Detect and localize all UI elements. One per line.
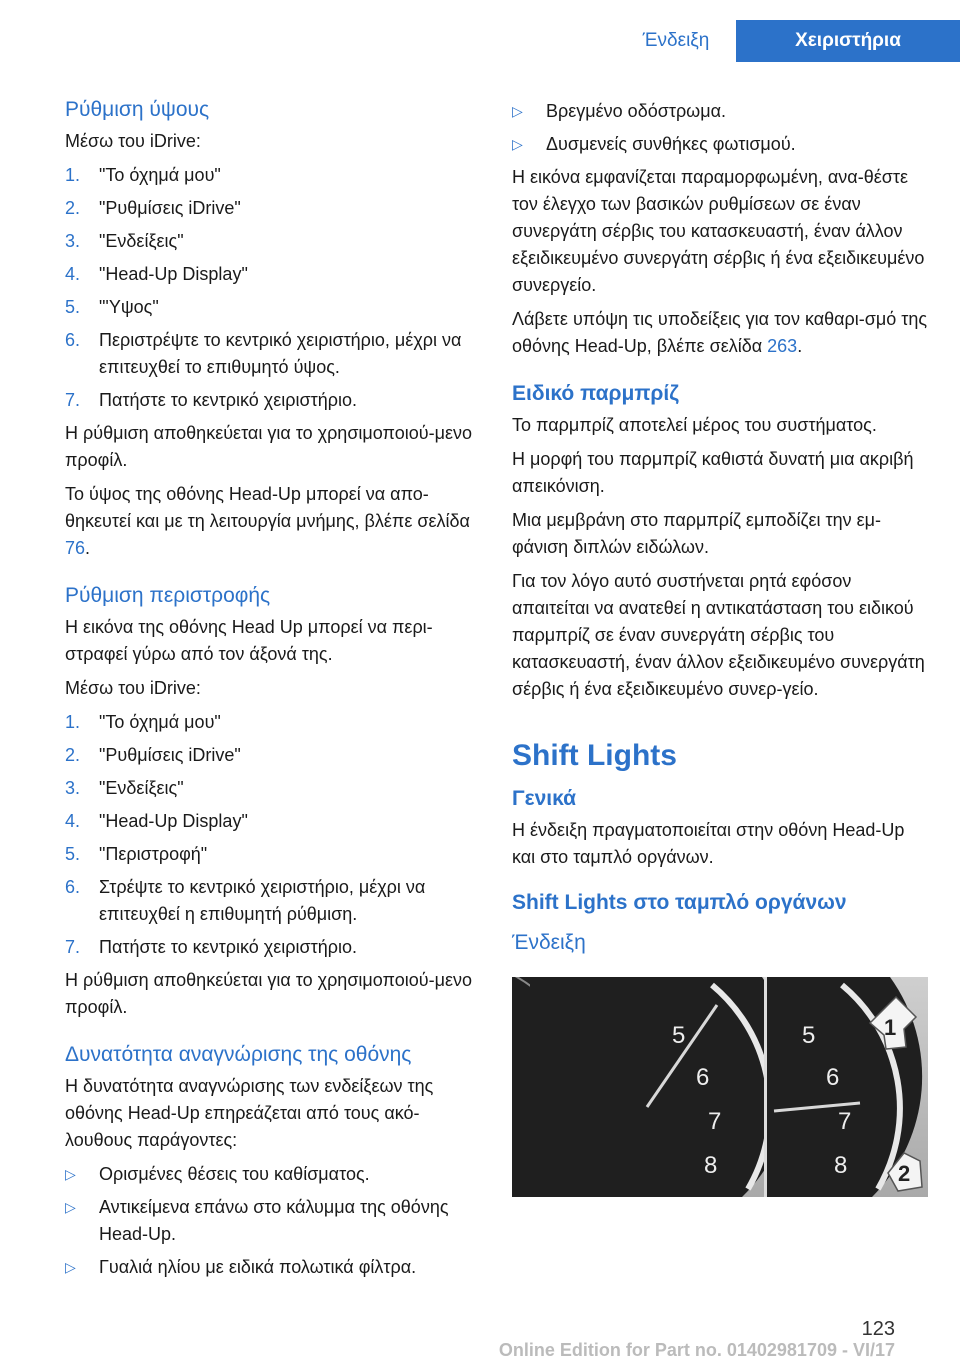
height-steps [65, 162, 481, 414]
paragraph: Η δυνατότητα αναγνώρισης των ενδείξεων της οθόνης Head-Up επηρεάζεται από τους ακό‐λουθους παράγοντες: [65, 1076, 434, 1150]
edition-watermark: Online Edition for Part no. 01402981709 - VI/17 [498, 1340, 895, 1360]
list-item: ▷ Αντικείμενα επάνω στο κάλυμμα της οθόνης Head-Up. [65, 1194, 481, 1248]
section-title-general: Γενικά [512, 787, 577, 810]
paragraph: Λάβετε υπόψη τις υποδείξεις για τον καθαρι‐σμό της οθόνης Head-Up, βλέπε σελίδα 263. [512, 309, 928, 356]
list-item: 5. "'Υψος" [65, 297, 159, 317]
list-item: 2. "Ρυθμίσεις iDrive" [65, 198, 241, 218]
list-item: 2. "Ρυθμίσεις iDrive" [65, 745, 241, 765]
paragraph: Η ρύθμιση αποθηκεύεται για το χρησιμοποιού‐μενο προφίλ. [65, 423, 472, 470]
paragraph: Η εικόνα της οθόνης Head Up μπορεί να περι‐στραφεί γύρω από τον άξονά της. [65, 617, 433, 664]
tab-controls[interactable]: Χειριστήρια [736, 20, 960, 62]
tick-label: 7 [838, 1108, 852, 1135]
triangle-bullet-icon: ▷ [65, 1259, 76, 1275]
paragraph: Το παρμπρίζ αποτελεί μέρος του συστήματος. [512, 415, 877, 435]
list-item: 3. "Ενδείξεις" [65, 778, 184, 798]
paragraph: Η εικόνα εμφανίζεται παραμορφωμένη, ανα‐θέστε τον έλεγχο των βασικών ρυθμίσεων σε έναν συνεργάτη σέρβις του κατασκευαστή, έναν άλλον εξειδικευμένο συνεργάτη σέρβις ή ένα εξειδικευμένο συνεργείο. [512, 167, 925, 295]
list-item: 7. Πατήστε το κεντρικό χειριστήριο. [65, 937, 357, 957]
paragraph: Η μορφή του παρμπρίζ καθιστά δυνατή μια ακριβή απεικόνιση. [512, 449, 914, 496]
list-item: 3. "Ενδείξεις" [65, 231, 184, 251]
tick-label: 8 [704, 1152, 718, 1179]
tick-label: 7 [708, 1108, 722, 1135]
section-title-windshield: Ειδικό παρμπρίζ [512, 382, 679, 405]
page-link-76[interactable]: 76 [65, 538, 86, 558]
list-item: ▷ Δυσμενείς συνθήκες φωτισμού. [512, 131, 928, 158]
tachometer-illustration [512, 977, 928, 1197]
idrive-intro: Μέσω του iDrive: [65, 131, 201, 151]
header-tabs [616, 20, 960, 62]
paragraph: Η ένδειξη πραγματοποιείται στην οθόνη Head-Up και στο ταμπλό οργάνων. [512, 820, 905, 867]
section-title-shift-lights-cluster: Shift Lights στο ταμπλό οργάνων [512, 891, 847, 914]
list-item: ▷ Βρεγμένο οδόστρωμα. [512, 98, 928, 125]
list-item: 4. "Head-Up Display" [65, 811, 248, 831]
list-item: 7. Πατήστε το κεντρικό χειριστήριο. [65, 390, 357, 410]
triangle-bullet-icon: ▷ [65, 1199, 76, 1215]
svg-text:1: 1 [884, 1015, 897, 1040]
tick-label: 6 [696, 1064, 710, 1091]
list-item: 6. Στρέψτε το κεντρικό χειριστήριο, μέχρι να επιτευχθεί η επιθυμητή ρύθμιση. [65, 877, 426, 924]
tick-label: 8 [834, 1152, 848, 1179]
paragraph: Το ύψος της οθόνης Head-Up μπορεί να απο‐θηκευτεί και με τη λειτουργία μνήμης, βλέπε σελίδα 76. [65, 484, 470, 558]
paragraph: Η ρύθμιση αποθηκεύεται για το χρησιμοποιού‐μενο προφίλ. [65, 970, 472, 1017]
section-title-display: Ένδειξη [512, 931, 586, 954]
triangle-bullet-icon: ▷ [512, 103, 523, 119]
list-item: 4. "Head-Up Display" [65, 264, 248, 284]
chapter-title-shift-lights: Shift Lights [512, 739, 677, 772]
paragraph: Μια μεμβράνη στο παρμπρίζ εμποδίζει την εμ‐φάνιση διπλών ειδώλων. [512, 510, 881, 557]
triangle-bullet-icon: ▷ [65, 1166, 76, 1182]
list-item: ▷ Ορισμένες θέσεις του καθίσματος. [65, 1161, 481, 1188]
tick-label: 6 [826, 1064, 840, 1091]
svg-text:2: 2 [898, 1161, 911, 1186]
tick-label: 5 [672, 1022, 686, 1049]
page-link-263[interactable]: 263 [767, 336, 798, 356]
gauge-2 [512, 977, 793, 1197]
list-item: ▷ Γυαλιά ηλίου με ειδικά πολωτικά φίλτρα. [65, 1254, 481, 1281]
rotation-steps [65, 709, 481, 961]
page-number: 123 [861, 1318, 895, 1340]
right-column [512, 98, 928, 1197]
section-title-height: Ρύθμιση ύψους [65, 98, 210, 121]
section-title-readability: Δυνατότητα αναγνώρισης της οθόνης [65, 1043, 412, 1066]
list-item: 1. "Το όχημά μου" [65, 712, 221, 732]
list-item: 1. "Το όχημά μου" [65, 165, 221, 185]
list-item: 5. "Περιστροφή" [65, 844, 208, 864]
idrive-intro: Μέσω του iDrive: [65, 678, 201, 698]
tab-display[interactable]: Ένδειξη [616, 20, 736, 62]
triangle-bullet-icon: ▷ [512, 136, 523, 152]
readability-factors [65, 1161, 481, 1281]
left-column [65, 98, 481, 1287]
shift-lights-figure [512, 977, 928, 1197]
list-item: 6. Περιστρέψτε το κεντρικό χειριστήριο, μέχρι να επιτευχθεί το επιθυμητό ύψος. [65, 330, 462, 377]
tick-label: 5 [802, 1022, 816, 1049]
readability-factors-cont [512, 98, 928, 158]
paragraph: Για τον λόγο αυτό συστήνεται ρητά εφόσον απαιτείται να ανατεθεί η αντικατάσταση του ειδικού παρμπρίζ σε έναν συνεργάτη σέρβις του κατασκευαστή, έναν άλλον εξειδικευμένο συνεργάτη σέρβις ή ένα εξειδικευμένο συνερ‐γείο. [512, 571, 925, 699]
section-title-rotation: Ρύθμιση περιστροφής [65, 584, 271, 607]
